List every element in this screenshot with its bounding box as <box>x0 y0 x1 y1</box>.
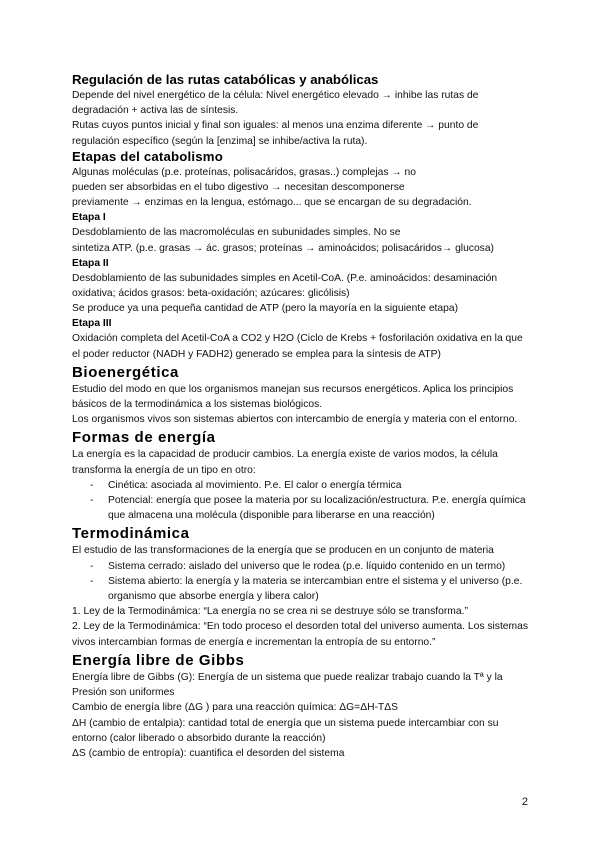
heading-bioenergetica: Bioenergética <box>72 363 179 381</box>
segunda-ley: 2. Ley de la Termodinámica: “En todo proceso el desorden total del universo aumenta. Los sistemas vivos intercambian formas de energía e incrementan la entropía de su entorno.” <box>72 621 528 648</box>
document-page <box>72 72 528 761</box>
etapa-2-paragraph-1: Desdoblamiento de las subunidades simples en Acetil-CoA. (P.e. aminoácidos: desaminación oxidativa; ácidos grasos: beta-oxidación; azúcares: glicólisis) <box>72 272 498 300</box>
etapa-2-paragraph-2: Se produce ya una pequeña cantidad de ATP (pero la mayoría en la siguiente etapa) <box>72 303 459 315</box>
gibbs-paragraph-2: Cambio de energía libre (ΔG ) para una reacción química: ΔG=ΔH-TΔS <box>72 702 398 714</box>
regulacion-paragraph-1: Depende del nivel energético de la célula: Nivel energético elevado → inhibe las rutas de degradación + activa las de síntesis. <box>72 90 479 117</box>
gibbs-paragraph-4: ΔS (cambio de entropía): cuantifica el desorden del sistema <box>72 747 345 759</box>
list-item-sistema-abierto: - Sistema abierto: la energía y la materia se intercambian entre el sistema y el universo (p.e. organismo que absorbe energía y libera calor) <box>72 574 528 604</box>
list-item-sistema-cerrado: - Sistema cerrado: aislado del universo que le rodea (p.e. líquido contenido en un termo) <box>72 559 528 574</box>
heading-etapas-catabolismo: Etapas del catabolismo <box>72 148 223 164</box>
formas-list <box>72 478 528 524</box>
heading-termodinamica: Termodinámica <box>72 525 190 543</box>
gibbs-paragraph-1: Energía libre de Gibbs (G): Energía de un sistema que puede realizar trabajo cuando la Tª y la Presión son uniformes <box>72 671 503 699</box>
etapa-1-line-1: Desdoblamiento de las macromoléculas en subunidades simples. No se <box>72 227 401 239</box>
bioenergetica-paragraph-1: Estudio del modo en que los organismos manejan sus recursos energéticos. Aplica los principios básicos de la termodinámica a los sistemas biológicos. <box>72 383 514 411</box>
heading-regulacion: Regulación de las rutas catabólicas y anabólicas <box>72 72 379 87</box>
termodinamica-list <box>72 559 528 605</box>
regulacion-paragraph-2: Rutas cuyos puntos inicial y final son iguales: al menos una enzima diferente → punto de regulación específico (según la [enzima] se inhibe/activa la ruta). <box>72 120 479 147</box>
heading-energia-libre-gibbs: Energía libre de Gibbs <box>72 651 245 669</box>
bioenergetica-paragraph-2: Los organismos vivos son sistemas abiertos con intercambio de energía y materia con el entorno. <box>72 414 518 426</box>
etapa-1-line-2: sintetiza ATP. (p.e. grasas → ác. grasos; proteínas → aminoácidos; polisacáridos→ glucosa) <box>72 242 494 254</box>
page-number: 2 <box>521 796 528 808</box>
list-item-potencial: - Potencial: energía que posee la materia por su localización/estructura. P.e. energía química que almacena una molécula (disponible para liberarse en una reacción) <box>72 493 528 523</box>
heading-etapa-1: Etapa I <box>72 212 106 224</box>
formas-paragraph-1: La energía es la capacidad de producir cambios. La energía existe de varios modos, la célula transforma la energía de un tipo en otro: <box>72 449 498 476</box>
heading-etapa-2: Etapa II <box>72 257 109 269</box>
termodinamica-paragraph-1: El estudio de las transformaciones de la energía que se producen en un conjunto de materia <box>72 545 494 557</box>
catabolismo-intro-line-1: Algunas moléculas (p.e. proteínas, polisacáridos, grasas..) complejas → no <box>72 166 416 178</box>
catabolismo-intro-line-3: previamente → enzimas en la lengua, estómago... que se encargan de su degradación. <box>72 197 472 209</box>
primera-ley: 1. Ley de la Termodinámica: “La energía no se crea ni se destruye sólo se transforma.” <box>72 606 468 618</box>
catabolismo-intro-line-2: pueden ser absorbidas en el tubo digestivo → necesitan descomponerse <box>72 182 405 194</box>
list-item-cinetica: - Cinética: asociada al movimiento. P.e. El calor o energía térmica <box>72 478 528 493</box>
heading-etapa-3: Etapa III <box>72 318 112 330</box>
heading-formas-energia: Formas de energía <box>72 429 216 447</box>
etapa-3-paragraph-1: Oxidación completa del Acetil-CoA a CO2 y H2O (Ciclo de Krebs + fosforilación oxidativa en la que el poder reductor (NADH y FADH2) generado se emplea para la síntesis de ATP) <box>72 333 523 360</box>
gibbs-paragraph-3: ΔH (cambio de entalpia): cantidad total de energía que un sistema puede intercambiar con su entorno (calor liberado o absorbido durante la reacción) <box>72 717 499 744</box>
